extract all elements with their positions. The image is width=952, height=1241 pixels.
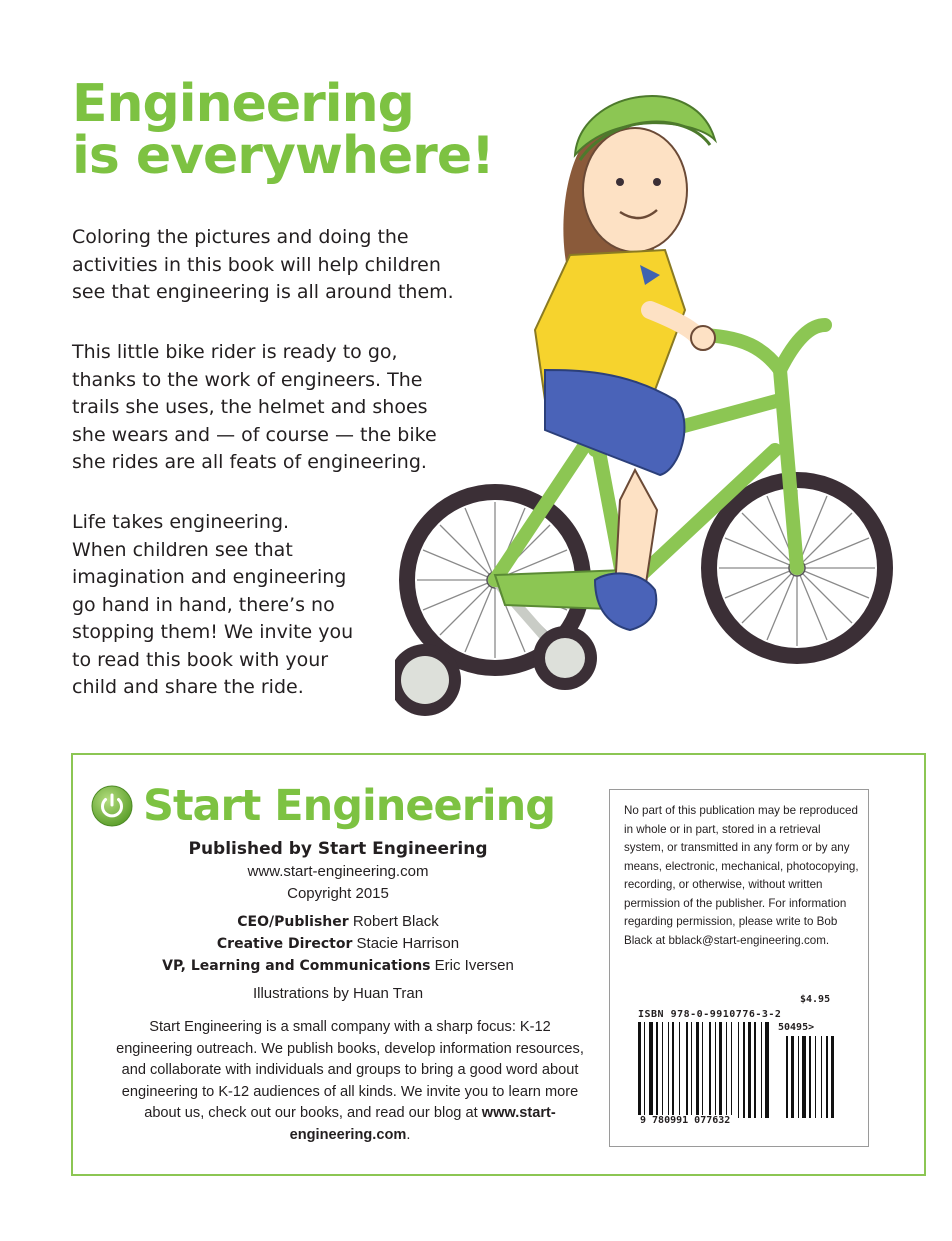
about-end: .	[406, 1126, 411, 1143]
credit-role: VP, Learning and Communications	[162, 958, 431, 974]
bike-rider-illustration	[395, 70, 925, 720]
isbn-label: ISBN 978-0-9910776-3-2	[638, 1009, 782, 1020]
credit-name: Eric Iversen	[434, 957, 514, 974]
publisher-credits	[73, 837, 603, 1005]
intro-paragraph-3: Life takes engineering. When children see that imagination and engineering go hand in hand, there’s no stopping them! We invite you to read this book with your child and share the ride.	[72, 511, 354, 698]
intro-paragraph-2: This little bike rider is ready to go, thanks to the work of engineers. The trails she uses, the helmet and shoes she wears and — of course — the bike she rides are all feats of engineering.	[72, 341, 437, 473]
credit-row	[73, 911, 603, 933]
addon-number: 50495>	[778, 1022, 815, 1033]
headline-line-1: Engineering	[72, 74, 414, 134]
copyright-notice: No part of this publication may be reproduced in whole or in part, stored in a retrieval system, or transmitted in any form or by any means, electronic, mechanical, photocopying, recording, or otherwise, without written permission of the publisher. For information regarding permission, please write to Bob Black at bblack@start-engineering.com.	[624, 804, 859, 947]
credit-row	[73, 933, 603, 955]
credit-name: Robert Black	[352, 913, 439, 930]
legal-box	[609, 789, 869, 1147]
publisher-website: www.start-engineering.com	[247, 863, 429, 880]
copyright: Copyright 2015	[287, 885, 389, 902]
power-icon	[91, 785, 133, 827]
credit-role: CEO/Publisher	[237, 914, 349, 930]
barcode-number: 9 780991 077632	[640, 1115, 731, 1126]
intro-paragraph-1: Coloring the pictures and doing the activities in this book will help children see that engineering is all around them.	[72, 226, 454, 303]
published-by: Published by Start Engineering	[188, 839, 488, 859]
brand-logo	[91, 781, 555, 831]
publisher-panel	[71, 753, 926, 1176]
illustrations-credit: Illustrations by Huan Tran	[252, 985, 424, 1002]
price-label: $4.95	[800, 994, 831, 1005]
headline-line-2: is everywhere!	[72, 126, 494, 186]
credit-row	[73, 955, 603, 977]
about-body: Start Engineering is a small company with a sharp focus: K-12 engineering outreach. We publish books, develop information resources, and collaborate with individuals and groups to bring a good word about engineering to K-12 audiences of all kinds. We invite you to learn more about us, check out our books, and read our blog at	[116, 1019, 584, 1121]
about-text	[115, 1017, 585, 1146]
brand-name: Start Engineering	[143, 781, 556, 831]
credit-name: Stacie Harrison	[356, 935, 460, 952]
credit-role: Creative Director	[216, 936, 353, 952]
about-link[interactable]: www.start-engineering.com	[289, 1105, 556, 1143]
